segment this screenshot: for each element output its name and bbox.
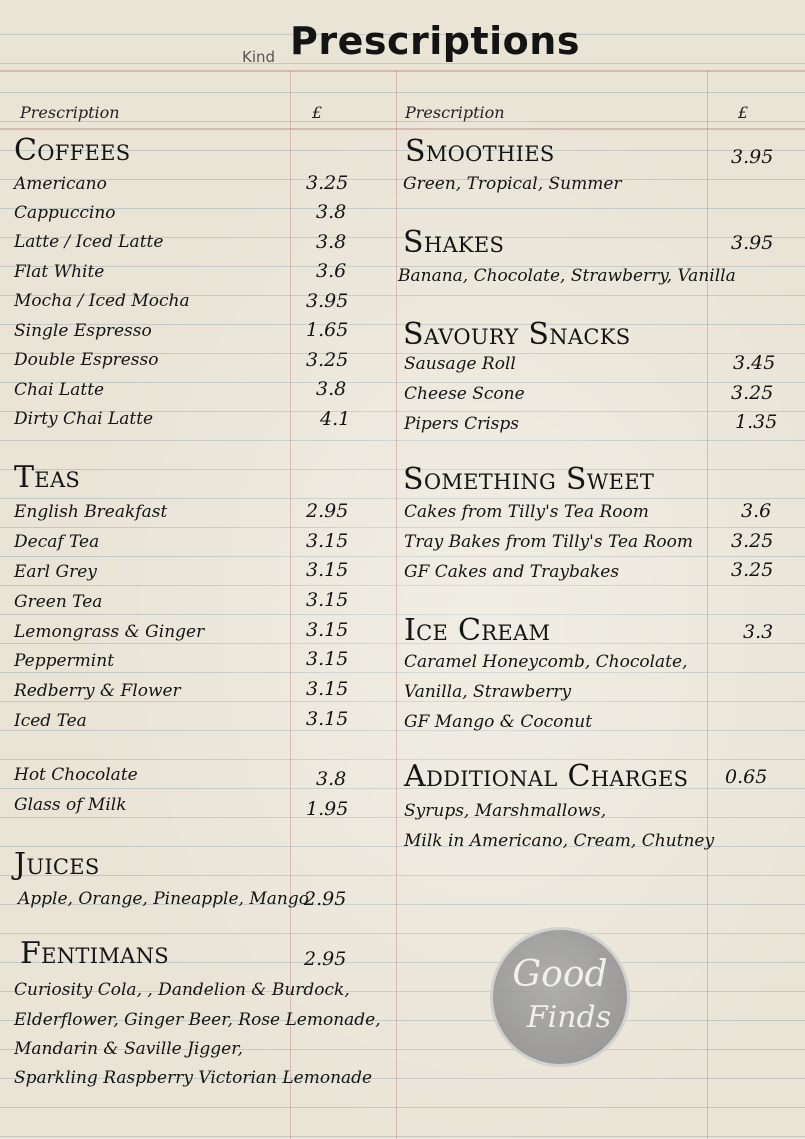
section-title-coffees: Coffees bbox=[14, 133, 131, 168]
menu-item-name: Latte / Iced Latte bbox=[14, 232, 164, 252]
section-description-line: GF Mango & Coconut bbox=[404, 712, 593, 732]
menu-item-price: 3.8 bbox=[316, 768, 347, 790]
menu-item-price: 1.95 bbox=[306, 798, 349, 820]
logo-text-finds: Finds bbox=[526, 1000, 612, 1035]
menu-item-name: Hot Chocolate bbox=[14, 765, 138, 785]
ledger-column-rule bbox=[290, 70, 291, 1139]
section-description-line: Sparkling Raspberry Victorian Lemonade bbox=[14, 1068, 373, 1088]
good-finds-logo bbox=[490, 927, 630, 1067]
menu-item-price: 3.15 bbox=[306, 559, 349, 581]
menu-item-name: Single Espresso bbox=[14, 321, 152, 341]
menu-item-name: Sausage Roll bbox=[404, 354, 516, 374]
ledger-column-rule bbox=[396, 70, 397, 1139]
menu-item-price: 1.35 bbox=[735, 411, 778, 433]
menu-item-price: 3.25 bbox=[306, 349, 349, 371]
menu-item-price: 3.15 bbox=[306, 648, 349, 670]
menu-item-price: 3.15 bbox=[306, 678, 349, 700]
section-description-line: Elderflower, Ginger Beer, Rose Lemonade, bbox=[14, 1010, 381, 1030]
kind-label: Kind bbox=[242, 48, 276, 66]
menu-item-name: Dirty Chai Latte bbox=[14, 409, 154, 429]
section-description-line: Vanilla, Strawberry bbox=[404, 682, 572, 702]
menu-item-name: Chai Latte bbox=[14, 380, 105, 400]
menu-item-price: 3.8 bbox=[316, 378, 347, 400]
right-column-header: Prescription bbox=[405, 103, 505, 122]
menu-item-name: Mocha / Iced Mocha bbox=[14, 291, 190, 311]
section-title-smoothies: Smoothies bbox=[405, 134, 555, 169]
right-currency-header: £ bbox=[738, 103, 749, 122]
menu-item-price: 3.15 bbox=[306, 708, 349, 730]
section-title-juices: Juices bbox=[14, 847, 100, 882]
menu-item-price: 4.1 bbox=[320, 408, 351, 430]
page-title: Prescriptions bbox=[290, 19, 580, 63]
menu-item-name: Lemongrass & Ginger bbox=[14, 622, 205, 642]
menu-item-price: 3.8 bbox=[316, 201, 347, 223]
section-title-additional-charges: Additional Charges bbox=[404, 759, 689, 794]
menu-item-price: 1.65 bbox=[306, 319, 349, 341]
menu-item-price: 3.15 bbox=[306, 530, 349, 552]
left-currency-header: £ bbox=[312, 103, 323, 122]
section-price: 2.95 bbox=[304, 888, 347, 910]
menu-item-price: 3.25 bbox=[731, 530, 774, 552]
menu-item-name: Cappuccino bbox=[14, 203, 116, 223]
section-description-line: Syrups, Marshmallows, bbox=[404, 801, 607, 821]
menu-item-price: 3.25 bbox=[731, 382, 774, 404]
menu-item-name: Pipers Crisps bbox=[404, 414, 519, 434]
menu-item-price: 3.15 bbox=[306, 619, 349, 641]
menu-item-price: 3.6 bbox=[316, 260, 347, 282]
section-description: Apple, Orange, Pineapple, Mango bbox=[18, 889, 309, 909]
ledger-column-rule bbox=[707, 70, 708, 1139]
menu-item-name: Cakes from Tilly's Tea Room bbox=[404, 502, 649, 522]
menu-item-price: 3.45 bbox=[733, 352, 776, 374]
section-price: 2.95 bbox=[304, 948, 347, 970]
section-title-something-sweet: Something Sweet bbox=[403, 462, 655, 497]
section-title-shakes: Shakes bbox=[403, 225, 505, 260]
section-title-fentimans: Fentimans bbox=[20, 936, 169, 971]
menu-item-price: 3.15 bbox=[306, 589, 349, 611]
logo-text-good: Good bbox=[512, 954, 608, 995]
section-description: Green, Tropical, Summer bbox=[403, 174, 622, 194]
section-description-line: Mandarin & Saville Jigger, bbox=[14, 1039, 243, 1059]
menu-item-name: English Breakfast bbox=[14, 502, 168, 522]
ledger-top-rule bbox=[0, 70, 805, 72]
menu-item-name: Americano bbox=[14, 174, 107, 194]
menu-item-name: GF Cakes and Traybakes bbox=[404, 562, 620, 582]
menu-item-name: Redberry & Flower bbox=[14, 681, 181, 701]
menu-item-name: Decaf Tea bbox=[14, 532, 100, 552]
menu-item-name: Iced Tea bbox=[14, 711, 87, 731]
left-column-header: Prescription bbox=[20, 103, 120, 122]
section-price: 3.95 bbox=[731, 232, 774, 254]
menu-item-price: 3.95 bbox=[306, 290, 349, 312]
section-title-savoury-snacks: Savoury Snacks bbox=[403, 317, 631, 352]
menu-item-name: Glass of Milk bbox=[14, 795, 127, 815]
section-description-line: Caramel Honeycomb, Chocolate, bbox=[404, 652, 688, 672]
section-price: 3.3 bbox=[743, 621, 774, 643]
section-description-line: Curiosity Cola, , Dandelion & Burdock, bbox=[14, 980, 350, 1000]
menu-item-price: 3.25 bbox=[306, 172, 349, 194]
menu-item-name: Double Espresso bbox=[14, 350, 159, 370]
menu-item-price: 3.25 bbox=[731, 559, 774, 581]
menu-item-price: 3.6 bbox=[741, 500, 772, 522]
section-price: 0.65 bbox=[725, 766, 768, 788]
section-description-line: Milk in Americano, Cream, Chutney bbox=[404, 831, 715, 851]
section-title-ice-cream: Ice Cream bbox=[404, 613, 551, 648]
ledger-header-rule bbox=[0, 128, 805, 130]
menu-item-name: Earl Grey bbox=[14, 562, 97, 582]
section-description: Banana, Chocolate, Strawberry, Vanilla bbox=[398, 266, 736, 286]
menu-item-name: Flat White bbox=[14, 262, 105, 282]
menu-item-name: Peppermint bbox=[14, 651, 115, 671]
section-title-teas: Teas bbox=[14, 460, 81, 495]
menu-item-name: Tray Bakes from Tilly's Tea Room bbox=[404, 532, 693, 552]
menu-item-name: Green Tea bbox=[14, 592, 103, 612]
menu-item-name: Cheese Scone bbox=[404, 384, 525, 404]
menu-item-price: 3.8 bbox=[316, 231, 347, 253]
menu-item-price: 2.95 bbox=[306, 500, 349, 522]
section-price: 3.95 bbox=[731, 146, 774, 168]
